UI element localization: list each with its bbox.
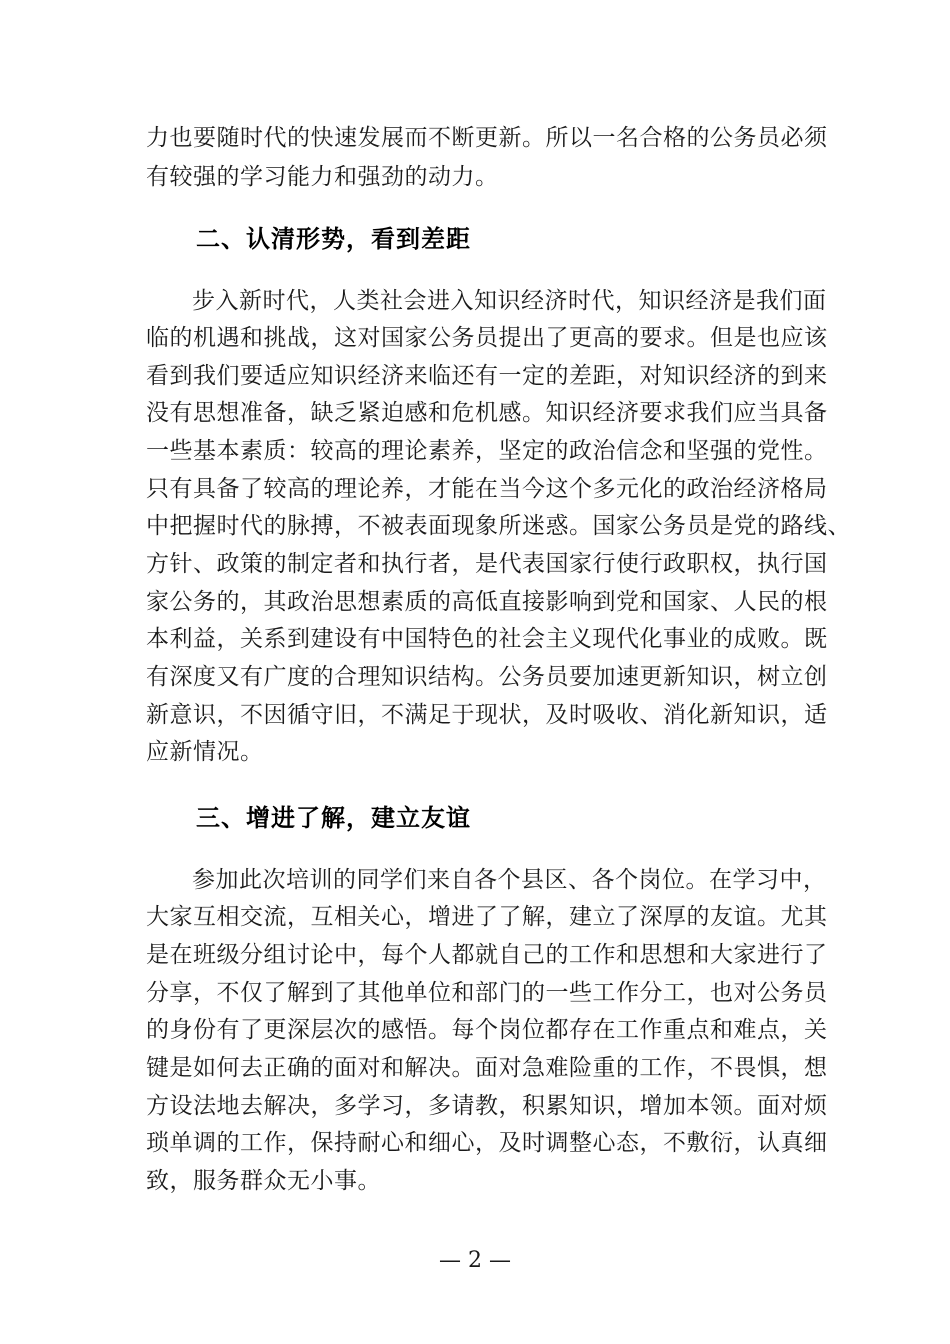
paragraph-line: 琐单调的工作，保持耐心和细心，及时调整心态，不敷衍，认真细: [146, 1130, 828, 1156]
paragraph-line: 本利益，关系到建设有中国特色的社会主义现代化事业的成败。既: [146, 626, 828, 652]
section-heading: 二、认清形势，看到差距: [196, 225, 471, 253]
paragraph-line: 参加此次培训的同学们来自各个县区、各个岗位。在学习中，: [192, 867, 827, 893]
paragraph-line: 步入新时代，人类社会进入知识经济时代，知识经济是我们面: [192, 288, 827, 314]
paragraph-line: 力也要随时代的快速发展而不断更新。所以一名合格的公务员必须: [146, 125, 828, 151]
paragraph-line: 分享，不仅了解到了其他单位和部门的一些工作分工，也对公务员: [146, 980, 828, 1006]
paragraph-line: 只有具备了较高的理论养，才能在当今这个多元化的政治经济格局: [146, 476, 828, 502]
paragraph-line: 大家互相交流，互相关心，增进了了解，建立了深厚的友谊。尤其: [146, 904, 828, 930]
paragraph-line: 键是如何去正确的面对和解决。面对急难险重的工作，不畏惧，想: [146, 1055, 828, 1081]
section-heading: 三、增进了解，建立友谊: [196, 804, 471, 832]
paragraph-line: 有深度又有广度的合理知识结构。公务员要加速更新知识，树立创: [146, 664, 828, 690]
paragraph-line: 致，服务群众无小事。: [146, 1168, 381, 1194]
page-number: — 2 —: [439, 1248, 511, 1273]
paragraph-line: 没有思想准备，缺乏紧迫感和危机感。知识经济要求我们应当具备: [146, 400, 828, 426]
paragraph-line: 看到我们要适应知识经济来临还有一定的差距，对知识经济的到来: [146, 363, 828, 389]
paragraph-line: 方设法地去解决，多学习，多请教，积累知识，增加本领。面对烦: [146, 1093, 828, 1119]
paragraph-line: 方针、政策的制定者和执行者，是代表国家行使行政职权，执行国: [146, 551, 828, 577]
paragraph-line: 临的机遇和挑战，这对国家公务员提出了更高的要求。但是也应该: [146, 325, 828, 351]
paragraph-line: 有较强的学习能力和强劲的动力。: [146, 164, 499, 190]
paragraph-line: 的身份有了更深层次的感悟。每个岗位都存在工作重点和难点，关: [146, 1017, 828, 1043]
paragraph-line: 是在班级分组讨论中，每个人都就自己的工作和思想和大家进行了: [146, 942, 828, 968]
paragraph-line: 中把握时代的脉搏，不被表面现象所迷惑。国家公务员是党的路线、: [146, 513, 851, 539]
paragraph-line: 应新情况。: [146, 739, 264, 765]
paragraph-line: 家公务的，其政治思想素质的高低直接影响到党和国家、人民的根: [146, 589, 828, 615]
paragraph-line: 一些基本素质：较高的理论素养，坚定的政治信念和坚强的党性。: [146, 438, 828, 464]
paragraph-line: 新意识，不因循守旧，不满足于现状，及时吸收、消化新知识，适: [146, 702, 828, 728]
